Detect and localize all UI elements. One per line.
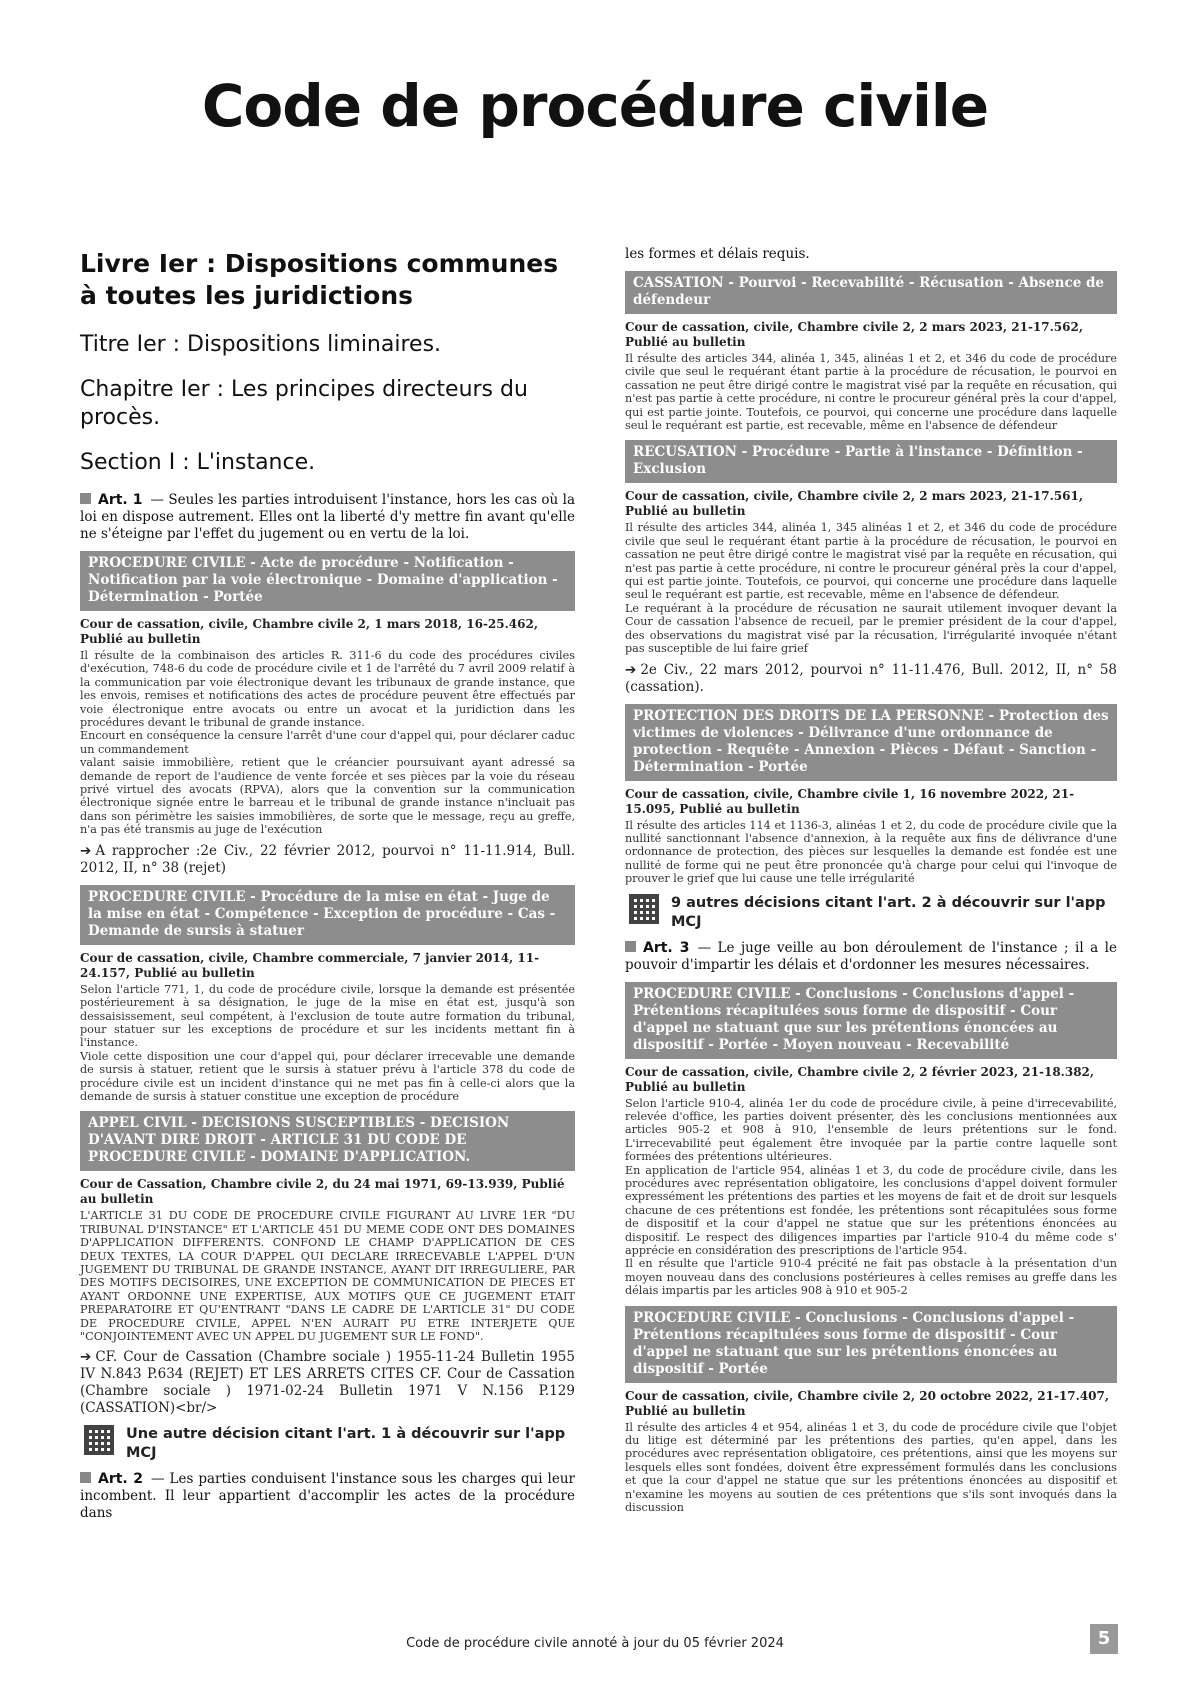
right-column <box>625 246 1117 1514</box>
court-reference: Cour de cassation, civile, Chambre civile 1, 16 novembre 2022, 21-15.095, Publié au bulletin <box>625 786 1075 816</box>
article-2 <box>80 1471 575 1522</box>
arrow-right-icon: ➔ <box>625 661 637 678</box>
keyword-banner: RECUSATION - Procédure - Partie à l'instance - Définition - Exclusion <box>625 440 1117 483</box>
qr-code-icon[interactable] <box>84 1425 114 1455</box>
court-reference: Cour de cassation, civile, Chambre civile 2, 2 mars 2023, 21-17.561, Publié au bulletin <box>625 489 1084 519</box>
document-title: Code de procédure civile <box>201 72 989 140</box>
jurisprudence-entry <box>80 551 575 877</box>
jurisprudence-entry <box>625 271 1117 432</box>
app-promo-text[interactable]: Une autre décision citant l'art. 1 à découvrir sur l'app MCJ <box>126 1426 566 1462</box>
cross-reference-text: 2e Civ., 22 mars 2012, pourvoi n° 11-11.476, Bull. 2012, II, n° 58 (cassation). <box>625 661 1117 695</box>
article-text: — Seules les parties introduisent l'instance, hors les cas où la loi en dispose autrement. Elles ont la liberté d'y mettre fin avant qu'elle ne s'éteigne par l'effet du jugement ou en vertu de la loi. <box>80 492 575 542</box>
arrow-right-icon: ➔ <box>80 1349 92 1366</box>
cross-reference-text: CF. Cour de Cassation (Chambre sociale ) 1955-11-24 Bulletin 1955 IV N.843 P.634 (REJET) ET LES ARRETS CITES CF. Cour de Cassation (Chambre sociale ) 1971-02-24 Bulletin 1971 V N.156 P.129 (CASSATION)<br/> <box>80 1349 575 1417</box>
summary-paragraph: Il en résulte que l'article 910-4 précité ne fait pas obstacle à la présentation d'un moyen nouveau dans des conclusions postérieures à celles remises au greffe dans les délais impartis par les articles 908 à 910 et 905-2 <box>625 1257 1117 1298</box>
summary-paragraph: Viole cette disposition une cour d'appel qui, pour déclarer irrecevable une demande de sursis à statuer, retient que le sursis à statuer prévu à l'article 378 du code de procédure civile est un incident d'instance qui ne met pas fin à celle-ci alors que la demande de sursis à statuer constitue une exception de procédure <box>80 1049 575 1103</box>
article-number: Art. 2 <box>98 1471 144 1488</box>
summary-paragraph: Il résulte des articles 344, alinéa 1, 345 alinéas 1 et 2, et 346 du code de procédure civile que seul le requérant étant partie à la procédure de récusation, le pourvoi en cassation ne peut être dirigé contre le magistrat visé par la requête en récusation, qui n'est pas partie à cette procédure, ni contre le procureur général près la cour d'appel, qui est partie jointe. Toutefois, ce pourvoi, qui concerne une procédure dans laquelle seul le requérant est partie, est recevable, même en l'absence de défendeur. <box>625 521 1117 602</box>
keyword-banner: PROCEDURE CIVILE - Procédure de la mise en état - Juge de la mise en état - Compétence - Exception de procédure - Cas - Demande de sursis à statuer <box>80 885 575 945</box>
left-column <box>80 248 575 1528</box>
summary-paragraph: En application de l'article 954, alinéas 1 et 3, du code de procédure civile, dans les procédures avec représentation obligatoire, les conclusions d'appel doivent formuler expressément les prétentions des parties et les moyens de fait et de droit sur lesquels chacune de ces prétentions est fondée, les prétentions sont récapitulées sous forme de dispositif et la cour d'appel ne statue que sur les prétentions énoncées au dispositif. Le respect des diligences imparties par l'article 910-4 du même code s' apprécie en considération des prescriptions de l'article 954. <box>625 1163 1117 1257</box>
app-promo-text[interactable]: 9 autres décisions citant l'art. 2 à découvrir sur l'app MCJ <box>671 894 1106 930</box>
jurisprudence-entry <box>625 704 1117 886</box>
app-promo[interactable] <box>84 1425 575 1463</box>
jurisprudence-entry <box>80 885 575 1104</box>
summary-paragraph: Il résulte des articles 344, alinéa 1, 345, alinéas 1 et 2, et 346 du code de procédure civile que seul le requérant étant partie à la procédure de récusation, le pourvoi en cassation ne peut être dirigé contre le magistrat visé par la requête en récusation, qui n'est pas partie à cette procédure, ni contre le procureur général près la cour d'appel, qui est partie jointe. Toutefois, ce pourvoi, qui concerne une procédure dans laquelle seul le requérant est partie, est recevable, même en l'absence de défendeur <box>625 352 1117 433</box>
summary-paragraph: Le requérant à la procédure de récusation ne saurait utilement invoquer devant la Cour de cassation l'absence de recueil, par le premier président de la cour d'appel, des observations du magistrat visé par la récusation, l'irrégularité invoquée n'étant pas susceptible de lui faire grief <box>625 601 1117 656</box>
square-bullet-icon <box>80 493 91 504</box>
keyword-banner: PROCEDURE CIVILE - Conclusions - Conclusions d'appel - Prétentions récapitulées sous forme de dispositif - Cour d'appel ne statuant que sur les prétentions énoncées au dispositif - Portée - Moyen nouveau - Recevabilité <box>625 982 1117 1059</box>
keyword-banner: APPEL CIVIL - DECISIONS SUSCEPTIBLES - DECISION D'AVANT DIRE DROIT - ARTICLE 31 DU CODE DE PROCEDURE CIVILE - DOMAINE D'APPLICATION. <box>80 1111 575 1171</box>
page-number: 5 <box>1090 1624 1118 1654</box>
article-number: Art. 1 <box>98 492 143 508</box>
keyword-banner: PROCEDURE CIVILE - Conclusions - Conclusions d'appel - Prétentions récapitulées sous forme de dispositif - Cour d'appel ne statuant que sur les prétentions énoncées au dispositif - Portée <box>625 1306 1117 1383</box>
summary-paragraph: Encourt en conséquence la censure l'arrêt d'une cour d'appel qui, pour déclarer caduc un commandement <box>80 729 575 756</box>
article-1 <box>80 492 575 543</box>
heading-titre: Titre Ier : Dispositions liminaires. <box>80 332 442 357</box>
court-reference: Cour de cassation, civile, Chambre civile 2, 2 février 2023, 21-18.382, Publié au bulletin <box>625 1064 1095 1094</box>
cross-reference <box>80 843 575 877</box>
summary-paragraph: Il résulte des articles 114 et 1136-3, alinéas 1 et 2, du code de procédure civile que la nullité sanctionnant l'absence d'annexion, à la requête aux fins de délivrance d'une ordonnance de protection, des pièces sur lesquelles la demande est fondée est une nullité de forme qui ne peut être prononcée qu'à charge pour celui qui l'invoque de prouver le grief que lui cause une telle irrégularité <box>625 818 1117 886</box>
keyword-banner: PROTECTION DES DROITS DE LA PERSONNE - Protection des victimes de violences - Délivrance d'une ordonnance de protection - Requête - Annexion - Pièces - Défaut - Sanction - Détermination - Portée <box>625 704 1117 781</box>
summary-paragraph: Il résulte des articles 4 et 954, alinéas 1 et 3, du code de procédure civile que l'objet du litige est déterminé par les prétentions des parties, qu'en appel, dans les procédures avec représentation obligatoire, ces prétentions, ainsi que les moyens sur lesquels elles sont fondées, doivent être expressément formulés dans les conclusions et que la cour d'appel ne statue que sur les prétentions énoncées au dispositif et n'examine les moyens au soutien de ces prétentions que s'ils sont invoqués dans la discussion <box>625 1420 1117 1515</box>
app-promo[interactable] <box>629 894 1117 932</box>
article-text: — Les parties conduisent l'instance sous les charges qui leur incombent. Il leur appartient d'accomplir les actes de la procédure dans <box>80 1471 575 1522</box>
summary-paragraph: L'ARTICLE 31 DU CODE DE PROCEDURE CIVILE FIGURANT AU LIVRE 1ER "DU TRIBUNAL D'INSTANCE" ET L'ARTICLE 451 DU MEME CODE ONT DES DOMAINES D'APPLICATION DIFFERENTS. CONFOND LE CHAMP D'APPLICATION DE CES DEUX TEXTES, LA COUR D'APPEL QUI DECLARE IRRECEVABLE L'APPEL D'UN JUGEMENT DU TRIBUNAL DE GRANDE INSTANCE, AYANT DIT IRREGULIERE, PAR DES MOTIFS DECISOIRES, UNE EXCEPTION DE COMMUNICATION DE PIECES ET AYANT ORDONNE UNE EXPERTISE, AUX MOTIFS QUE CE JUGEMENT ETAIT PREPARATOIRE ET QU'ENTRANT "DANS LE CADRE DE L'ARTICLE 31" DU CODE DE PROCEDURE CIVILE, APPEL N'EN AURAIT PU ETRE INTERJETE QUE "CONJOINTEMENT AVEC UN APPEL DU JUGEMENT SUR LE FOND". <box>80 1209 575 1343</box>
jurisprudence-entry <box>625 982 1117 1298</box>
court-reference: Cour de cassation, civile, Chambre civile 2, 2 mars 2023, 21-17.562, Publié au bulletin <box>625 320 1084 349</box>
square-bullet-icon <box>80 1472 91 1483</box>
article-continuation: les formes et délais requis. <box>625 246 810 262</box>
summary-paragraph: valant saisie immobilière, retient que le créancier poursuivant ayant adressé sa demande de report de l'audience de vente forcée et ses pièces par la voie du réseau privé virtuel des avocats (RPVA), alors que la convention sur la communication électronique signée entre le barreau et le tribunal de grande instance n'incluait pas dans son périmètre les saisies immobilières, de sorte que le message, reçu au greffe, n'a pas été transmis au juge de l'exécution <box>80 756 575 837</box>
jurisprudence-entry <box>80 1111 575 1417</box>
court-reference: Cour de cassation, civile, Chambre commerciale, 7 janvier 2014, 11-24.157, Publié au bulletin <box>80 950 540 980</box>
court-reference: Cour de cassation, civile, Chambre civile 2, 20 octobre 2022, 21-17.407, Publié au bulletin <box>625 1388 1110 1418</box>
summary-paragraph: Il résulte de la combinaison des articles R. 311-6 du code des procédures civiles d'exécution, 748-6 du code de procédure civile et 1 de l'arrêté du 7 avril 2009 relatif à la communication par voie électronique devant les tribunaux de grande instance, que les envois, remises et notifications des actes de procédure peuvent être effectués par voie électronique entre avocats ou entre un avocat et la juridiction dans les procédures devant le tribunal de grande instance. <box>80 649 575 730</box>
court-reference: Cour de Cassation, Chambre civile 2, du 24 mai 1971, 69-13.939, Publié au bulletin <box>80 1177 565 1207</box>
heading-livre: Livre Ier : Dispositions communes à toutes les juridictions <box>80 249 559 310</box>
square-bullet-icon <box>625 941 636 952</box>
article-3 <box>625 940 1117 974</box>
keyword-banner: CASSATION - Pourvoi - Recevabilité - Récusation - Absence de défendeur <box>625 271 1117 314</box>
page-footer: Code de procédure civile annoté à jour du 05 février 2024 <box>406 1636 784 1651</box>
qr-code-icon[interactable] <box>629 894 659 924</box>
cross-reference <box>625 662 1117 696</box>
cross-reference <box>80 1349 575 1417</box>
heading-chapitre: Chapitre Ier : Les principes directeurs du procès. <box>80 377 528 430</box>
court-reference: Cour de cassation, civile, Chambre civile 2, 1 mars 2018, 16-25.462, Publié au bulletin <box>80 617 539 646</box>
arrow-right-icon: ➔ <box>80 842 92 859</box>
summary-paragraph: Selon l'article 771, 1, du code de procédure civile, lorsque la demande est présentée postérieurement à sa désignation, le juge de la mise en état est, jusqu'à son dessaisissement, seul compétent, à l'exclusion de toute autre formation du tribunal, pour statuer sur les exceptions de procédure et sur les incidents mettant fin à l'instance. <box>80 982 575 1050</box>
summary-paragraph: Selon l'article 910-4, alinéa 1er du code de procédure civile, à peine d'irrecevabilité, relevée d'office, les parties doivent présenter, dès les conclusions mentionnées aux articles 905-2 et 908 à 910, l'ensemble de leurs prétentions sur le fond. L'irrecevabilité peut également être invoquée par la partie contre laquelle sont formées des prétentions ultérieures. <box>625 1096 1117 1164</box>
cross-reference-text: A rapprocher :2e Civ., 22 février 2012, pourvoi n° 11-11.914, Bull. 2012, II, n° 38 (rejet) <box>80 842 575 876</box>
jurisprudence-entry <box>625 440 1117 695</box>
keyword-banner: PROCEDURE CIVILE - Acte de procédure - Notification - Notification par la voie électronique - Domaine d'application - Détermination - Portée <box>80 551 575 611</box>
heading-section: Section I : L'instance. <box>80 450 316 475</box>
article-text: — Le juge veille au bon déroulement de l'instance ; il a le pouvoir d'impartir les délais et d'ordonner les mesures nécessaires. <box>625 939 1117 973</box>
jurisprudence-entry <box>625 1306 1117 1515</box>
article-number: Art. 3 <box>643 939 690 956</box>
